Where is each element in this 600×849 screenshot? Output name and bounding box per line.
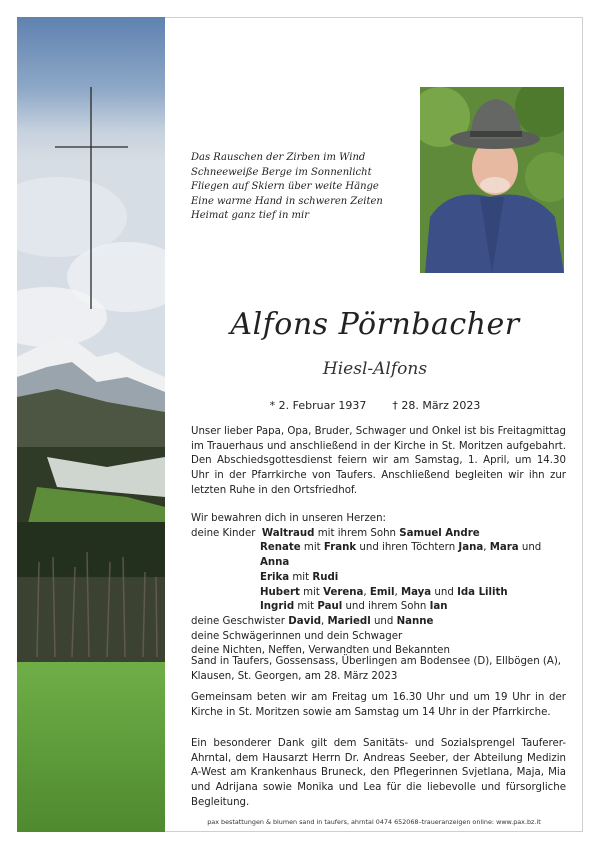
- mourner-name: Jana: [458, 542, 484, 554]
- life-dates: [190, 399, 560, 412]
- mourner-line: Hubert mit Verena, Emil, Maya und Ida Lilith: [260, 586, 508, 598]
- deceased-name: Alfons Pörnbacher: [230, 307, 520, 342]
- mourners-list: [191, 512, 566, 659]
- mourner-text: und: [373, 615, 394, 627]
- mourner-name: Verena: [323, 586, 364, 598]
- place-date: Sand in Taufers, Gossensass, Überlingen am Bodensee (D), Ellbögen (A), Klausen, St. Georgen, am 28. März 2023: [191, 656, 562, 682]
- mourner-name: Ian: [429, 601, 448, 613]
- birth-date: * 2. Februar 1937: [269, 399, 367, 412]
- mourner-name: Anna: [260, 557, 290, 569]
- mourner-line: [191, 527, 566, 542]
- siblings-label: deine Geschwister: [191, 615, 285, 627]
- mourner-name: Renate: [260, 542, 301, 554]
- prayer-text: Gemeinsam beten wir am Freitag um 16.30 Uhr und um 19 Uhr in der Kirche in St. Moritzen sowie am Samstag um 14 Uhr in der Pfarrkirche.: [191, 692, 566, 718]
- mourner-name: Rudi: [312, 571, 339, 583]
- mourner-name: Nanne: [396, 615, 434, 627]
- mourner-name: Paul: [317, 601, 343, 613]
- mourner-name: Maya: [400, 586, 432, 598]
- mourner-text: mit: [303, 542, 321, 554]
- mourner-name: Emil: [369, 586, 395, 598]
- poem-line: Eine warme Hand in schweren Zeiten: [191, 195, 383, 207]
- portrait-photo: [420, 87, 564, 273]
- mourner-line: deine Nichten, Neffen, Verwandten und Bekannten: [191, 645, 450, 657]
- mourner-text: mit: [292, 571, 310, 583]
- mourner-name: Mara: [489, 542, 519, 554]
- mourners-intro: Wir bewahren dich in unseren Herzen:: [191, 513, 386, 524]
- mourner-name: Frank: [323, 542, 357, 554]
- mourner-name: Ingrid: [260, 601, 295, 613]
- mourner-text: und: [434, 586, 454, 598]
- death-date: † 28. März 2023: [392, 399, 481, 412]
- mourner-name: Mariedl: [327, 615, 371, 627]
- poem-line: Schneeweiße Berge im Sonnenlicht: [191, 166, 372, 178]
- mourner-name: Erika: [260, 571, 290, 583]
- mourner-text: mit: [297, 601, 315, 613]
- landscape-image: [17, 17, 165, 832]
- mourner-line: deine Geschwister David, Mariedl und Nanne: [191, 615, 434, 627]
- mourner-line: deine Schwägerinnen und dein Schwager: [191, 630, 403, 642]
- mourner-text: und ihren Töchtern: [359, 542, 456, 554]
- mourner-text: mit: [303, 586, 320, 598]
- poem-line: Heimat ganz tief in mir: [191, 210, 310, 222]
- mourner-text: und: [521, 542, 542, 554]
- thanks-text: Ein besonderer Dank gilt dem Sanitäts- und Sozialsprengel Tauferer-Ahrntal, dem Hausarzt Herrn Dr. Andreas Seeber, der Abteilung Medizin A-West am Krankenhaus Bruneck, den Pflegerinnen Svjetlana, Maja, Mia und Adrijana sowie Monika und Lea für die liebevolle und fürsorgliche Begleitung.: [191, 738, 566, 808]
- mourner-line: [191, 541, 566, 570]
- mourner-text: ,: [483, 542, 487, 554]
- mourner-name: David: [288, 615, 321, 627]
- children-label: deine Kinder: [191, 527, 256, 539]
- deceased-nickname: Hiesl-Alfons: [322, 359, 428, 379]
- poem: [191, 151, 411, 224]
- mourner-text: mit ihrem Sohn: [317, 527, 397, 539]
- mourner-line: [191, 600, 566, 615]
- mourner-line: [191, 571, 566, 586]
- footer: pax bestattungen & blumen sand in taufers, ahrntal 0474 652068–traueranzeigen online: www.pax.bz.it: [207, 818, 541, 826]
- mourner-name: Waltraud: [261, 527, 315, 539]
- poem-line: Fliegen auf Skiern über weite Hänge: [191, 181, 379, 193]
- mourner-name: Hubert: [260, 586, 300, 598]
- poem-line: Das Rauschen der Zirben im Wind: [191, 152, 366, 163]
- announcement-text: Unser lieber Papa, Opa, Bruder, Schwager und Onkel ist bis Freitagmittag im Trauerhaus und anschließend in der Kirche in St. Moritzen aufgebahrt. Den Abschiedsgottesdienst feiern wir am Samstag, 1. April, um 14.30 Uhr in der Pfarrkirche von Taufers. Anschließend begleiten wir ihn zur letzten Ruhe in den Ortsfriedhof.: [191, 426, 566, 496]
- mourner-text: und ihrem Sohn: [345, 601, 427, 613]
- mourner-name: Samuel Andre: [399, 527, 480, 539]
- mourner-name: Ida Lilith: [457, 586, 508, 598]
